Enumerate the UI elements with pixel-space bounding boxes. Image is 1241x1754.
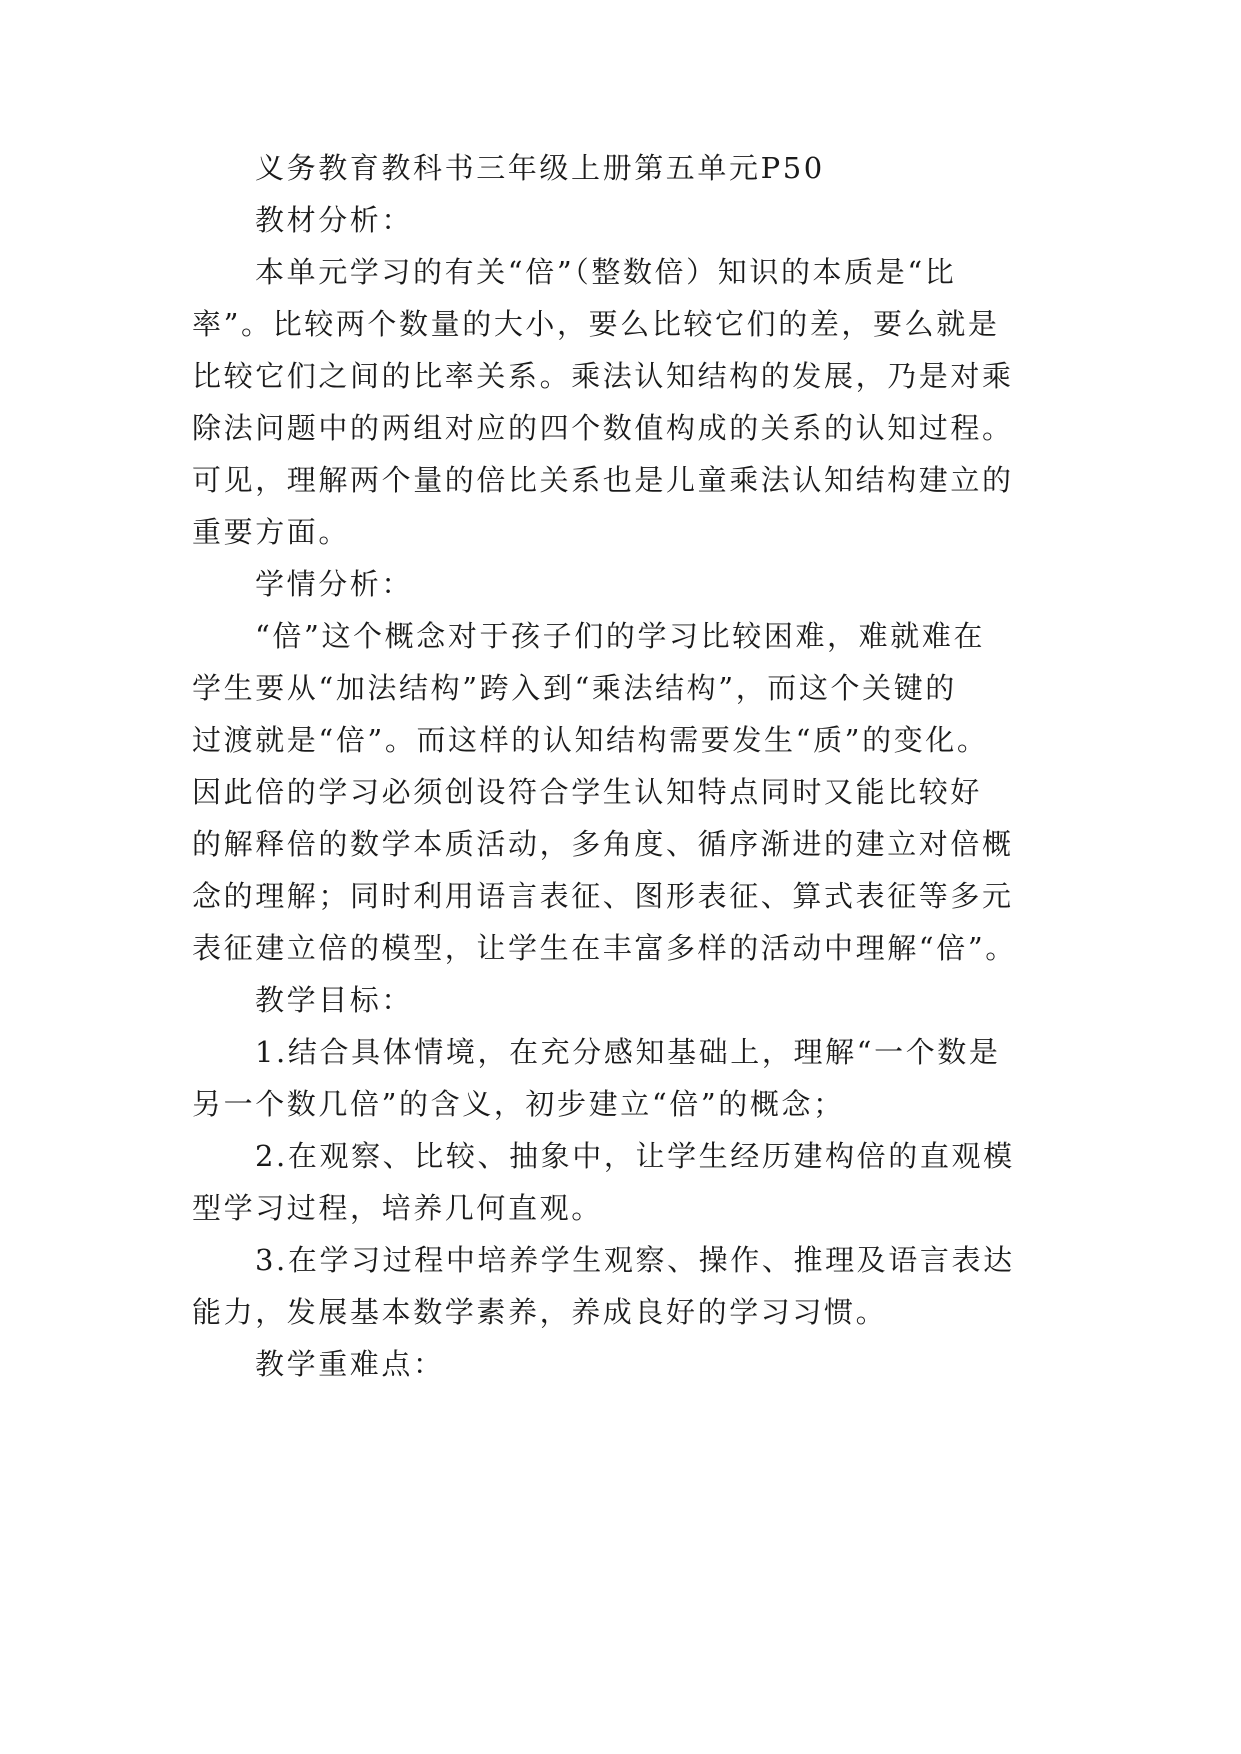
paragraph-line: 过渡就是“倍”。而这样的认知结构需要发生“质”的变化。 bbox=[192, 723, 989, 757]
paragraph-line: 可见，理解两个量的倍比关系也是儿童乘法认知结构建立的 bbox=[192, 463, 1014, 497]
objective-item: 2.在观察、比较、抽象中，让学生经历建构倍的直观模 bbox=[255, 1139, 1015, 1173]
heading-teaching-objectives: 教学目标： bbox=[255, 983, 414, 1017]
paragraph-line: “倍”这个概念对于孩子们的学习比较困难，难就难在 bbox=[255, 619, 986, 653]
objective-item-continued: 另一个数几倍”的含义，初步建立“倍”的概念； bbox=[192, 1087, 845, 1121]
paragraph-line: 率”。比较两个数量的大小，要么比较它们的差，要么就是 bbox=[192, 307, 1000, 341]
heading-key-difficulties: 教学重难点： bbox=[255, 1347, 445, 1381]
objective-item: 1.结合具体情境，在充分感知基础上，理解“一个数是 bbox=[255, 1035, 1001, 1069]
objective-item: 3.在学习过程中培养学生观察、操作、推理及语言表达 bbox=[255, 1243, 1015, 1277]
heading-material-analysis: 教材分析： bbox=[255, 203, 414, 237]
paragraph-line: 学生要从“加法结构”跨入到“乘法结构”，而这个关键的 bbox=[192, 671, 957, 705]
heading-student-analysis: 学情分析： bbox=[255, 567, 414, 601]
paragraph-line: 念的理解；同时利用语言表征、图形表征、算式表征等多元 bbox=[192, 879, 1014, 913]
textbook-reference: 义务教育教科书三年级上册第五单元P50 bbox=[255, 151, 825, 185]
paragraph-line: 本单元学习的有关“倍”（整数倍）知识的本质是“比 bbox=[255, 255, 957, 289]
objective-item-continued: 型学习过程，培养几何直观。 bbox=[192, 1191, 603, 1225]
paragraph-line: 比较它们之间的比率关系。乘法认知结构的发展，乃是对乘 bbox=[192, 359, 1014, 393]
paragraph-line: 重要方面。 bbox=[192, 515, 351, 549]
paragraph-line: 除法问题中的两组对应的四个数值构成的关系的认知过程。 bbox=[192, 411, 1014, 445]
paragraph-line: 表征建立倍的模型，让学生在丰富多样的活动中理解“倍”。 bbox=[192, 931, 1017, 965]
paragraph-line: 的解释倍的数学本质活动，多角度、循序渐进的建立对倍概 bbox=[192, 827, 1014, 861]
paragraph-line: 因此倍的学习必须创设符合学生认知特点同时又能比较好 bbox=[192, 775, 983, 809]
objective-item-continued: 能力，发展基本数学素养，养成良好的学习习惯。 bbox=[192, 1295, 888, 1329]
